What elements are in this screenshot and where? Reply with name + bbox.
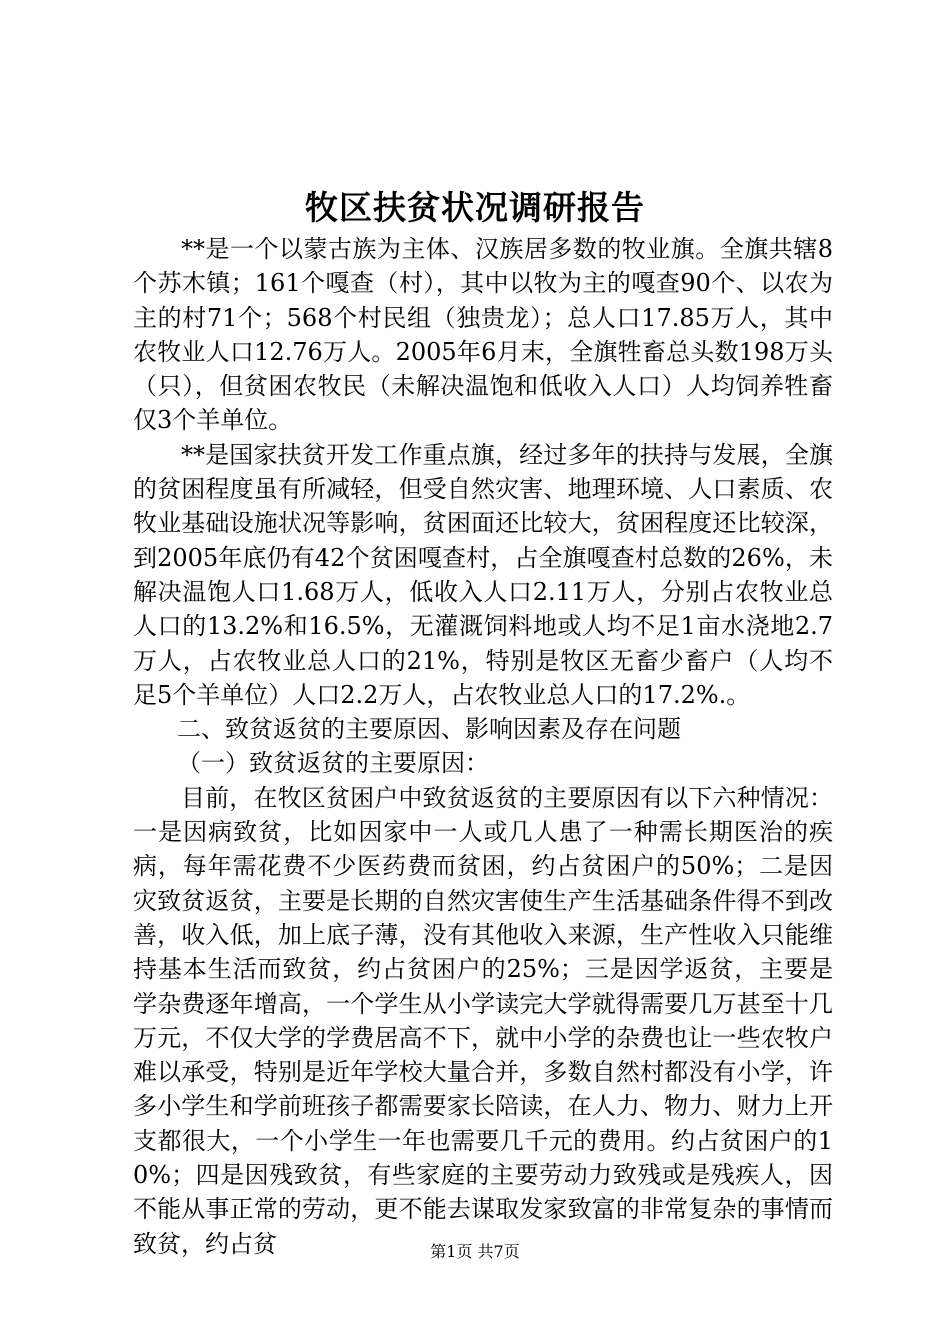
paragraph-poverty-status: **是国家扶贫开发工作重点旗，经过多年的扶持与发展，全旗的贫困程度虽有所减轻，但受自然灾害、地理环境、人口素质、农牧业基础设施状况等影响，贫困面还比较大，贫困程度还比较深，到2005年底仍有42个贫困嘎查村，占全旗嘎查村总数的26%，未解决温饱人口1.68万人，低收入人口2.11万人，分别占农牧业总人口的13.2%和16.5%，无灌溉饲料地或人均不足1亩水浇地2.7万人，占农牧业总人口的21%，特别是牧区无畜少畜户（人均不足5个羊单位）人口2.2万人，占农牧业总人口的17.2%.。 — [133, 440, 833, 709]
paragraph-intro: **是一个以蒙古族为主体、汉族居多数的牧业旗。全旗共辖8个苏木镇；161个嘎查（村），其中以牧为主的嘎查90个、以农为主的村71个；568个村民组（独贵龙）；总人口17.85万人，其中农牧业人口12.76万人。2005年6月末，全旗牲畜总头数198万头（只），但贫困农牧民（未解决温饱和低收入人口）人均饲养牲畜仅3个羊单位。 — [133, 235, 833, 435]
paragraph-causes: 目前，在牧区贫困户中致贫返贫的主要原因有以下六种情况：一是因病致贫，比如因家中一人或几人患了一种需长期医治的疾病，每年需花费不少医药费而贫困，约占贫困户的50%；二是因灾致贫返贫，主要是长期的自然灾害使生产生活基础条件得不到改善，收入低，加上底子薄，没有其他收入来源，生产性收入只能维持基本生活而致贫，约占贫困户的25%；三是因学返贫，主要是学杂费逐年增高，一个学生从小学读完大学就得需要几万甚至十几万元，不仅大学的学费居高不下，就中小学的杂费也让一些农牧户难以承受，特别是近年学校大量合并，多数自然村都没有小学，许多小学生和学前班孩子都需要家长陪读，在人力、物力、财力上开支都很大，一个小学生一年也需要几千元的费用。约占贫困户的10%；四是因残致贫，有些家庭的主要劳动力致残或是残疾人，因不能从事正常的劳动，更不能去谋取发家致富的非常复杂的事情而致贫，约占贫 — [133, 783, 833, 1258]
document-body — [133, 232, 833, 1261]
page-number: 第1页 共7页 — [430, 1242, 520, 1261]
section-heading: 二、致贫返贫的主要原因、影响因素及存在问题 — [177, 715, 681, 744]
subsection-heading: （一）致贫返贫的主要原因： — [177, 749, 489, 778]
document-title: 牧区扶贫状况调研报告 — [305, 188, 645, 227]
